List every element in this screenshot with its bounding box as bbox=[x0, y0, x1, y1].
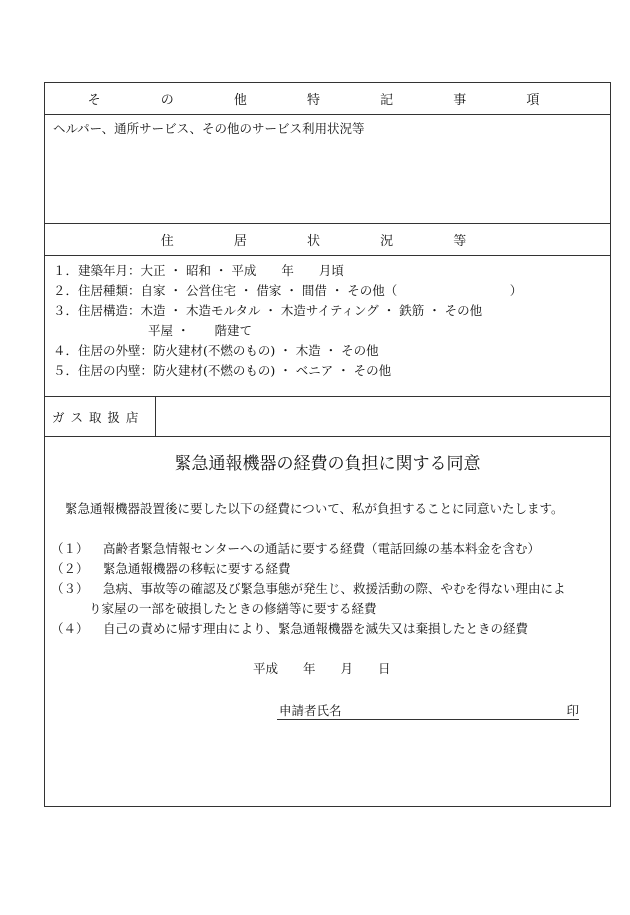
gas-row bbox=[45, 397, 610, 437]
consent-item-2-text: 緊急通報機器の移転に要する経費 bbox=[103, 561, 291, 576]
housing-line-1: １．建築年月：大正 ・ 昭和 ・ 平成 年 月頃 bbox=[53, 263, 344, 278]
consent-item-1-text: 高齢者緊急情報センターへの通話に要する経費（電話回線の基本料金を含む） bbox=[103, 541, 541, 556]
housing-body bbox=[45, 256, 610, 397]
date-line: 平成 年 月 日 bbox=[253, 661, 391, 676]
housing-header-text: 住 居 状 況 等 bbox=[160, 234, 495, 249]
consent-title: 緊急通報機器の経費の負担に関する同意 bbox=[174, 454, 481, 474]
form-frame bbox=[44, 82, 611, 807]
consent-item-3-text: 急病、事故等の確認及び緊急事態が発生じ、救援活動の際、やむを得ない理由によ bbox=[103, 581, 566, 596]
consent-intro: 緊急通報機器設置後に要した以下の経費について、私が負担することに同意いたします。 bbox=[65, 501, 564, 516]
other-notes-header bbox=[45, 83, 610, 115]
seal-mark: 印 bbox=[566, 703, 579, 718]
consent-section bbox=[45, 437, 610, 806]
applicant-name-label: 申請者氏名 bbox=[279, 703, 342, 718]
consent-item-4-text: 自己の責めに帰す理由により、緊急通報機器を滅失又は棄損したときの経費 bbox=[103, 621, 529, 636]
gas-label: ガ ス 取 扱 店 bbox=[45, 397, 156, 436]
consent-item-4-num: （４） bbox=[51, 621, 89, 636]
housing-line-4: ４．住居の外壁：防火建材(不燃のもの) ・ 木造 ・ その他 bbox=[53, 343, 379, 358]
applicant-signature-line[interactable] bbox=[277, 701, 579, 720]
consent-item-1-num: （１） bbox=[51, 541, 89, 556]
housing-line-2: ２．住居種類：自家 ・ 公営住宅 ・ 借家 ・ 間借 ・ その他（ ） bbox=[53, 283, 523, 298]
housing-line-5: ５．住居の内壁：防火建材(不燃のもの) ・ ベニア ・ その他 bbox=[53, 363, 392, 378]
other-notes-body[interactable] bbox=[45, 115, 610, 224]
housing-header bbox=[45, 224, 610, 256]
consent-item-3-num: （３） bbox=[51, 581, 89, 596]
consent-item-3-cont: り家屋の一部を破損したときの修繕等に要する経費 bbox=[89, 601, 377, 616]
other-notes-header-text: そ の 他 特 記 事 項 bbox=[87, 93, 568, 108]
other-notes-text: ヘルパー、通所サービス、その他のサービス利用状況等 bbox=[53, 121, 365, 136]
gas-value-field[interactable] bbox=[157, 397, 610, 436]
housing-line-3-cont: 平屋 ・ 階建て bbox=[148, 323, 252, 338]
consent-item-2-num: （２） bbox=[51, 561, 89, 576]
housing-line-3: ３．住居構造：木造 ・ 木造モルタル ・ 木造サイティング ・ 鉄筋 ・ その他 bbox=[53, 303, 483, 318]
